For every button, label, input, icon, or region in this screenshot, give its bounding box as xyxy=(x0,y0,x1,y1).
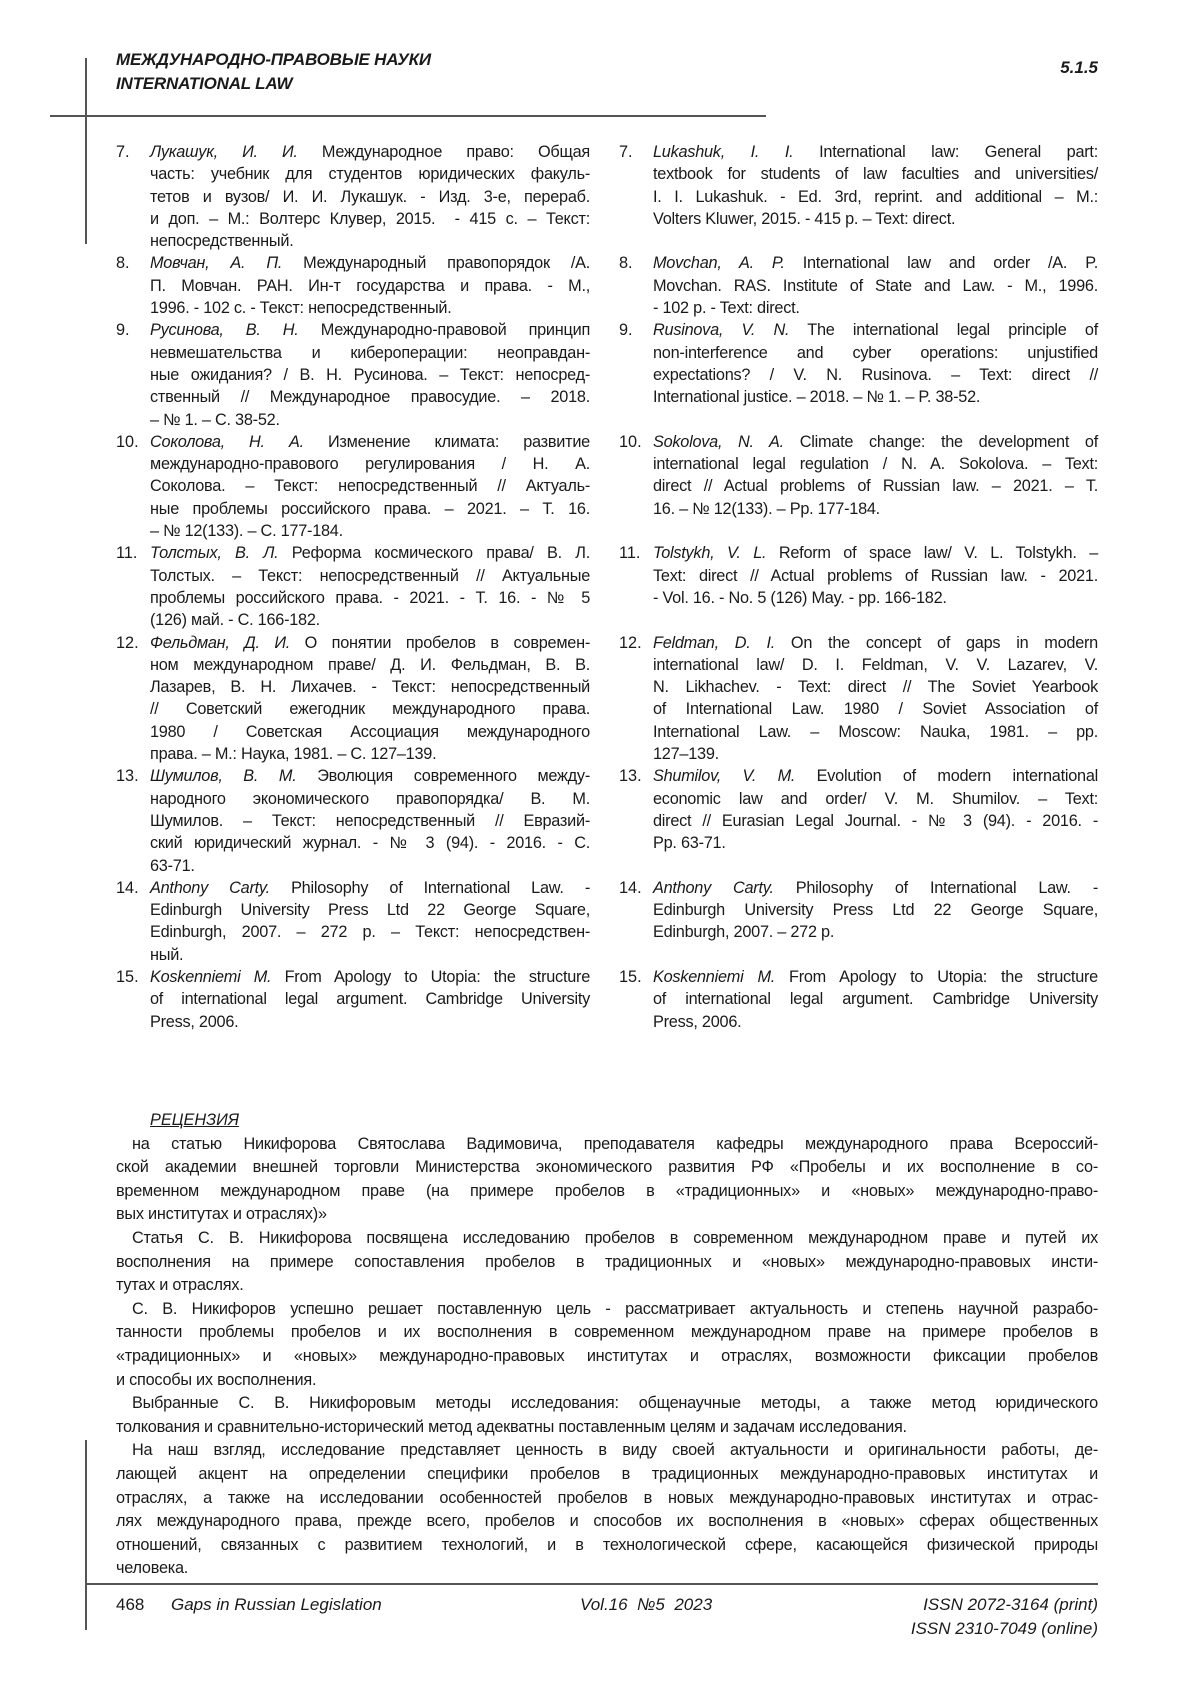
reference-author: Русинова, В. Н. xyxy=(150,321,299,339)
header-title-ru: МЕЖДУНАРОДНО-ПРАВОВЫЕ НАУКИ xyxy=(116,50,431,70)
reference-line xyxy=(150,676,590,698)
reference-line-text: of international legal argument. Cambridge University xyxy=(150,990,590,1008)
reference-ru xyxy=(116,765,590,876)
reference-line-text: Press, 2006. xyxy=(653,1013,741,1031)
reference-line xyxy=(653,632,1098,654)
reference-line xyxy=(653,877,1098,899)
reference-line-text: (126) май. - С. 166-182. xyxy=(150,611,320,629)
reference-line xyxy=(150,810,590,832)
reference-author: Lukashuk, I. I. xyxy=(653,143,793,161)
reference-author: Tolstykh, V. L. xyxy=(653,544,766,562)
reference-ru xyxy=(116,632,590,766)
reference-line xyxy=(150,498,590,520)
reference-text xyxy=(150,765,590,876)
review-paragraph xyxy=(116,1439,1098,1581)
reference-ru xyxy=(116,141,590,252)
reference-author: Мовчан, А. П. xyxy=(150,254,282,272)
reference-line-text: Edinburgh, 2007. – 272 p. xyxy=(653,923,834,941)
reference-number: 10. xyxy=(116,431,150,542)
reference-line xyxy=(653,208,1098,230)
reference-line-text: Шумилов. – Текст: непосредственный // Евразий- xyxy=(150,812,590,830)
reference-author: Лукашук, И. И. xyxy=(150,143,298,161)
reference-line xyxy=(653,186,1098,208)
reference-line-text: и доп. – М.: Волтерс Клувер, 2015. - 415 с. – Текст: xyxy=(150,210,590,228)
reference-line-text: International justice. – 2018. – № 1. – P. 38-52. xyxy=(653,388,980,406)
reference-line xyxy=(653,431,1098,453)
reference-line xyxy=(150,587,590,609)
reference-author: Шумилов, В. М. xyxy=(150,767,296,785)
reference-line xyxy=(653,565,1098,587)
reference-line xyxy=(150,475,590,497)
reference-en xyxy=(619,141,1098,252)
reference-line xyxy=(150,788,590,810)
reference-line xyxy=(150,141,590,163)
review-line: Статья С. В. Никифорова посвящена исследованию пробелов в современном международном праве и путей их xyxy=(116,1227,1098,1251)
reference-line-text: - 102 p. - Text: direct. xyxy=(653,299,800,317)
reference-line-text: 1980 / Советская Ассоциация международного xyxy=(150,723,590,741)
reference-line-text: Volters Kluwer, 2015. - 415 p. – Text: direct. xyxy=(653,210,955,228)
journal-name: Gaps in Russian Legislation xyxy=(171,1595,382,1615)
reference-line-text: ном международном праве/ Д. И. Фельдман, В. В. xyxy=(150,656,590,674)
review-line: человека. xyxy=(116,1557,1098,1581)
footer-vertical-rule xyxy=(85,1440,87,1630)
reference-line-text: Эволюция современного между- xyxy=(296,767,590,785)
reference-line xyxy=(150,275,590,297)
reference-line-text: Evolution of modern international xyxy=(795,767,1098,785)
reference-line-text: 16. – № 12(133). – Pp. 177-184. xyxy=(653,500,880,518)
reference-line-text: Лазарев, В. Н. Лихачев. - Текст: непосредственный xyxy=(150,678,590,696)
reference-text xyxy=(653,431,1098,542)
review-line: временном международном праве (на примере пробелов в «традиционных» и «новых» международно-право- xyxy=(116,1180,1098,1204)
reference-line xyxy=(653,988,1098,1010)
reference-line xyxy=(150,208,590,230)
reference-line-text: direct // Eurasian Legal Journal. - № 3 (94). - 2016. - xyxy=(653,812,1098,830)
reference-line xyxy=(150,654,590,676)
review-line: лях международного права, прежде всего, пробелов и способов их восполнения в «новых» сферах общественных xyxy=(116,1510,1098,1534)
reference-line-text: ственный // Международное правосудие. – 2018. xyxy=(150,388,590,406)
reference-line-text: Изменение климата: развитие xyxy=(304,433,590,451)
review-line: ской академии внешней торговли Министерства экономического развития РФ «Пробелы и их восполнение в со- xyxy=(116,1156,1098,1180)
reference-line xyxy=(653,587,1098,609)
reference-number: 12. xyxy=(619,632,653,766)
reference-line-text: international law/ D. I. Feldman, V. V. Lazarev, V. xyxy=(653,656,1098,674)
reference-line-text: Movchan. RAS. Institute of State and Law. - M., 1996. xyxy=(653,277,1098,295)
reference-line xyxy=(150,966,590,988)
review-line: вых институтах и отраслях)» xyxy=(116,1203,1098,1227)
reference-line-text: 127–139. xyxy=(653,745,719,763)
reference-line-text: I. I. Lukashuk. - Ed. 3rd, reprint. and additional – M.: xyxy=(653,188,1098,206)
reference-number: 7. xyxy=(116,141,150,252)
reference-line xyxy=(150,520,590,542)
review-line: лающей акцент на определении специфики пробелов в традиционных международно-правовых институтах и xyxy=(116,1463,1098,1487)
reference-text xyxy=(653,765,1098,876)
reference-number: 8. xyxy=(116,252,150,319)
reference-number: 10. xyxy=(619,431,653,542)
reference-number: 13. xyxy=(116,765,150,876)
reference-line-text: ный. xyxy=(150,946,183,964)
reference-author: Sokolova, N. A. xyxy=(653,433,784,451)
reference-author: Shumilov, V. M. xyxy=(653,767,795,785)
reference-ru xyxy=(116,877,590,966)
reference-line xyxy=(653,297,1098,319)
reference-line-text: ные проблемы российского права. – 2021. – Т. 16. xyxy=(150,500,590,518)
reference-line xyxy=(653,252,1098,274)
review-paragraph xyxy=(116,1392,1098,1439)
reference-text xyxy=(150,431,590,542)
reference-line xyxy=(150,944,590,966)
reference-line xyxy=(150,342,590,364)
reference-text xyxy=(653,877,1098,966)
review-line: и способы их восполнения. xyxy=(116,1369,1098,1393)
reference-text xyxy=(150,319,590,430)
reference-text xyxy=(653,252,1098,319)
reference-line-text: Philosophy of International Law. - xyxy=(774,879,1098,897)
reference-number: 8. xyxy=(619,252,653,319)
header-rule xyxy=(50,115,766,117)
reference-line xyxy=(653,743,1098,765)
reference-line-text: Press, 2006. xyxy=(150,1013,238,1031)
reference-number: 15. xyxy=(619,966,653,1033)
reference-line xyxy=(653,275,1098,297)
reference-line xyxy=(653,676,1098,698)
review-paragraph xyxy=(116,1227,1098,1298)
reference-number: 11. xyxy=(116,542,150,631)
reference-number: 15. xyxy=(116,966,150,1033)
review-line: тутах и отраслях. xyxy=(116,1274,1098,1298)
reference-line xyxy=(653,163,1098,185)
reference-line-text: On the concept of gaps in modern xyxy=(775,634,1098,652)
reference-line xyxy=(150,832,590,854)
reference-line xyxy=(653,698,1098,720)
reference-line-text: From Apology to Utopia: the structure xyxy=(271,968,590,986)
reference-en xyxy=(619,765,1098,876)
review-line: восполнения на примере сопоставления пробелов в традиционных и «новых» международно-правовых инсти- xyxy=(116,1251,1098,1275)
reference-line-text: // Советский ежегодник международного права. xyxy=(150,700,590,718)
reference-en xyxy=(619,632,1098,766)
page-number: 468 xyxy=(116,1595,144,1615)
reference-line-text: О понятии пробелов в современ- xyxy=(290,634,590,652)
reference-line xyxy=(150,765,590,787)
reference-line-text: невмешательства и кибероперации: неоправдан- xyxy=(150,344,590,362)
reference-line xyxy=(653,966,1098,988)
review-line: С. В. Никифоров успешно решает поставленную цель - рассматривает актуальность и степень научной разрабо- xyxy=(116,1298,1098,1322)
footer-rule xyxy=(85,1583,1098,1585)
reference-line-text: direct // Actual problems of Russian law. – 2021. – T. xyxy=(653,477,1098,495)
reference-author: Толстых, В. Л. xyxy=(150,544,278,562)
reference-text xyxy=(653,542,1098,631)
reference-author: Anthony Carty. xyxy=(150,879,270,897)
reference-line-text: Climate change: the development of xyxy=(784,433,1098,451)
reference-line xyxy=(150,386,590,408)
reference-line-text: non-interference and cyber operations: unjustified xyxy=(653,344,1098,362)
reference-author: Rusinova, V. N. xyxy=(653,321,789,339)
reference-line-text: Edinburgh University Press Ltd 22 George Square, xyxy=(653,901,1098,919)
review-section xyxy=(116,1109,1098,1581)
reference-author: Movchan, A. P. xyxy=(653,254,785,272)
references-list xyxy=(116,141,1098,1033)
reference-author: Koskenniemi M. xyxy=(653,968,775,986)
reference-en xyxy=(619,319,1098,430)
reference-line-text: Text: direct // Actual problems of Russian law. - 2021. xyxy=(653,567,1098,585)
reference-line xyxy=(150,252,590,274)
reference-line-text: – № 1. – С. 38-52. xyxy=(150,411,280,429)
reference-line-text: Philosophy of International Law. - xyxy=(270,879,590,897)
review-title: РЕЦЕНЗИЯ xyxy=(150,1109,1098,1133)
reference-line xyxy=(150,431,590,453)
issn-print: ISSN 2072-3164 (print) xyxy=(923,1595,1098,1615)
reference-text xyxy=(653,632,1098,766)
reference-line-text: Международное право: Общая xyxy=(298,143,590,161)
reference-line xyxy=(653,921,1098,943)
reference-line xyxy=(150,453,590,475)
reference-line xyxy=(653,319,1098,341)
reference-line-text: Соколова. – Текст: непосредственный // Актуаль- xyxy=(150,477,590,495)
reference-en xyxy=(619,966,1098,1033)
review-line: на статью Никифорова Святослава Вадимовича, преподавателя кафедры международного права Всероссий- xyxy=(116,1133,1098,1157)
reference-line xyxy=(150,609,590,631)
reference-line-text: - Vol. 16. - No. 5 (126) May. - pp. 166-182. xyxy=(653,589,947,607)
reference-number: 7. xyxy=(619,141,653,252)
reference-line xyxy=(150,855,590,877)
reference-author: Feldman, D. I. xyxy=(653,634,775,652)
reference-line xyxy=(150,542,590,564)
reference-line-text: International law: General part: xyxy=(793,143,1098,161)
reference-line-text: N. Likhachev. - Text: direct // The Soviet Yearbook xyxy=(653,678,1098,696)
reference-en xyxy=(619,542,1098,631)
reference-en xyxy=(619,877,1098,966)
section-code: 5.1.5 xyxy=(1060,58,1098,78)
reference-line-text: часть: учебник для студентов юридических факуль- xyxy=(150,165,590,183)
reference-author: Anthony Carty. xyxy=(653,879,774,897)
reference-number: 14. xyxy=(116,877,150,966)
reference-author: Koskenniemi M. xyxy=(150,968,271,986)
reference-line xyxy=(150,319,590,341)
reference-line-text: Reform of space law/ V. L. Tolstykh. – xyxy=(766,544,1098,562)
reference-author: Фельдман, Д. И. xyxy=(150,634,290,652)
reference-line xyxy=(653,788,1098,810)
review-line: «традиционных» и «новых» международно-правовых институтах и отраслях, возможности фиксации пробелов xyxy=(116,1345,1098,1369)
reference-line-text: Edinburgh University Press Ltd 22 George Square, xyxy=(150,901,590,919)
reference-line xyxy=(653,832,1098,854)
reference-text xyxy=(653,966,1098,1033)
reference-number: 14. xyxy=(619,877,653,966)
reference-line-text: International Law. – Moscow: Nauka, 1981. – pp. xyxy=(653,723,1098,741)
reference-author: Соколова, Н. А. xyxy=(150,433,304,451)
reference-line-text: Реформа космического права/ В. Л. xyxy=(278,544,590,562)
reference-line-text: П. Мовчан. РАН. Ин-т государства и права. - М., xyxy=(150,277,590,295)
reference-line xyxy=(150,921,590,943)
reference-line-text: Edinburgh, 2007. – 272 p. – Текст: непосредствен- xyxy=(150,923,590,941)
reference-number: 11. xyxy=(619,542,653,631)
reference-line xyxy=(653,364,1098,386)
reference-line xyxy=(653,475,1098,497)
reference-line xyxy=(150,230,590,252)
reference-line xyxy=(150,297,590,319)
reference-line xyxy=(150,899,590,921)
reference-line-text: From Apology to Utopia: the structure xyxy=(775,968,1098,986)
reference-line xyxy=(150,409,590,431)
reference-line-text: textbook for students of law faculties and universities/ xyxy=(653,165,1098,183)
reference-text xyxy=(150,877,590,966)
reference-line xyxy=(150,565,590,587)
reference-line-text: economic law and order/ V. M. Shumilov. – Text: xyxy=(653,790,1098,808)
reference-text xyxy=(150,252,590,319)
review-paragraph xyxy=(116,1298,1098,1392)
review-line: танности проблемы пробелов и их восполнения в современном международном праве на примере пробелов в xyxy=(116,1321,1098,1345)
reference-line-text: ский юридический журнал. - № 3 (94). - 2016. - С. xyxy=(150,834,590,852)
reference-line xyxy=(653,810,1098,832)
reference-line-text: права. – М.: Наука, 1981. – С. 127–139. xyxy=(150,745,436,763)
reference-line-text: Толстых. – Текст: непосредственный // Актуальные xyxy=(150,567,590,585)
reference-line xyxy=(150,743,590,765)
reference-line xyxy=(150,632,590,654)
reference-line xyxy=(653,453,1098,475)
review-line: отношений, связанных с развитием технологий, и в технологической сфере, касающейся физической природы xyxy=(116,1534,1098,1558)
reference-line-text: international legal regulation / N. A. Sokolova. – Text: xyxy=(653,455,1098,473)
reference-ru xyxy=(116,319,590,430)
reference-line xyxy=(653,498,1098,520)
reference-line xyxy=(653,1011,1098,1033)
reference-text xyxy=(150,542,590,631)
review-paragraph xyxy=(116,1133,1098,1227)
reference-ru xyxy=(116,542,590,631)
reference-ru xyxy=(116,431,590,542)
header-vertical-rule xyxy=(85,58,87,244)
reference-line xyxy=(653,765,1098,787)
review-line: Выбранные С. В. Никифоровым методы исследования: общенаучные методы, а также метод юридического xyxy=(116,1392,1098,1416)
reference-line-text: Pp. 63-71. xyxy=(653,834,726,852)
reference-number: 9. xyxy=(619,319,653,430)
reference-line xyxy=(150,186,590,208)
reference-text xyxy=(653,141,1098,252)
issue-info: Vol.16 №5 2023 xyxy=(580,1595,712,1615)
reference-text xyxy=(653,319,1098,430)
reference-line xyxy=(150,721,590,743)
issn-online: ISSN 2310-7049 (online) xyxy=(911,1619,1098,1639)
reference-line xyxy=(653,899,1098,921)
reference-ru xyxy=(116,252,590,319)
reference-line-text: народного экономического правопорядка/ В. М. xyxy=(150,790,590,808)
reference-text xyxy=(150,966,590,1033)
reference-ru xyxy=(116,966,590,1033)
reference-line-text: 1996. - 102 с. - Текст: непосредственный. xyxy=(150,299,452,317)
reference-line-text: международно-правового регулирования / Н. А. xyxy=(150,455,590,473)
reference-line xyxy=(150,1011,590,1033)
reference-line-text: ные ожидания? / В. Н. Русинова. – Текст: непосред- xyxy=(150,366,590,384)
reference-number: 13. xyxy=(619,765,653,876)
reference-line-text: expectations? / V. N. Rusinova. – Text: direct // xyxy=(653,366,1098,384)
review-line: отраслях, а также на исследовании особенностей пробелов в новых международно-правовых институтах и отрас- xyxy=(116,1487,1098,1511)
reference-number: 9. xyxy=(116,319,150,430)
reference-line xyxy=(150,988,590,1010)
reference-line-text: проблемы российского права. - 2021. - Т. 16. - № 5 xyxy=(150,589,590,607)
reference-en xyxy=(619,431,1098,542)
reference-line xyxy=(653,342,1098,364)
reference-line-text: непосредственный. xyxy=(150,232,293,250)
reference-line-text: of International Law. 1980 / Soviet Association of xyxy=(653,700,1098,718)
header-title-en: INTERNATIONAL LAW xyxy=(116,74,292,94)
reference-text xyxy=(150,632,590,766)
reference-line-text: – № 12(133). – С. 177-184. xyxy=(150,522,343,540)
reference-line xyxy=(150,163,590,185)
review-line: На наш взгляд, исследование представляет ценность в виду своей актуальности и оригинальности работы, де- xyxy=(116,1439,1098,1463)
reference-line xyxy=(653,654,1098,676)
reference-line-text: The international legal principle of xyxy=(789,321,1098,339)
reference-line xyxy=(150,364,590,386)
reference-line xyxy=(150,698,590,720)
reference-text xyxy=(150,141,590,252)
reference-line xyxy=(150,877,590,899)
reference-line-text: тетов и вузов/ И. И. Лукашук. - Изд. 3-е, перераб. xyxy=(150,188,590,206)
reference-line xyxy=(653,542,1098,564)
reference-line-text: 63-71. xyxy=(150,857,195,875)
reference-line xyxy=(653,721,1098,743)
reference-line xyxy=(653,386,1098,408)
review-line: толкования и сравнительно-исторический метод адекватны поставленным целям и задачам исследования. xyxy=(116,1416,1098,1440)
reference-line xyxy=(653,141,1098,163)
reference-line-text: International law and order /A. P. xyxy=(785,254,1098,272)
reference-line-text: Международный правопорядок /А. xyxy=(282,254,590,272)
reference-line-text: of international legal argument. Cambridge University xyxy=(653,990,1098,1008)
reference-line-text: Международно-правовой принцип xyxy=(299,321,590,339)
reference-number: 12. xyxy=(116,632,150,766)
reference-en xyxy=(619,252,1098,319)
